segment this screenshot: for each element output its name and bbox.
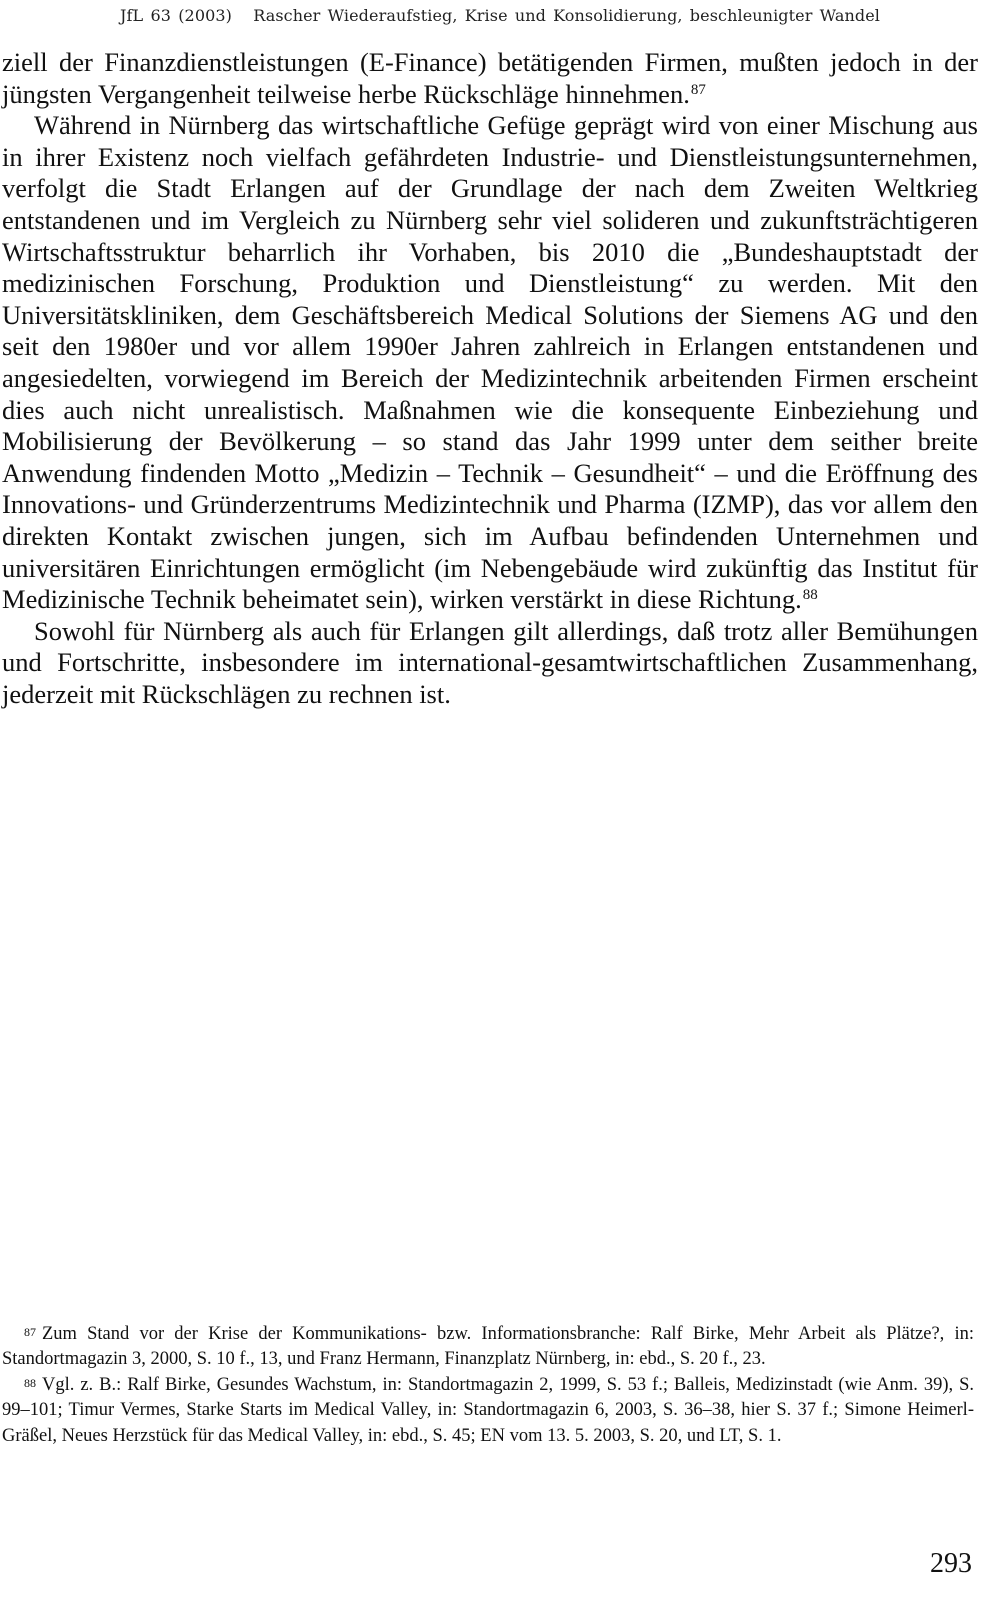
main-text [2,47,978,710]
running-header [0,6,1000,25]
footnote-87 [2,1322,974,1373]
paragraph-2-text: Während in Nürnberg das wirtschaftliche Gefüge geprägt wird von einer Mischung aus in ihrer Existenz noch vielfach gefährdeten Industrie- und Dienstleistungsunternehmen, verfolgt die Stadt Erlangen auf der Grundlage der nach dem Zweiten Weltkrieg entstandenen und im Vergleich zu Nürnberg sehr viel solideren und zukunftsträchtigeren Wirtschaftsstruktur beharrlich ihr Vorhaben, bis 2010 die „Bundeshauptstadt der medizinischen Forschung, Produktion und Dienstleistung“ zu werden. Mit den Universitätskliniken, dem Geschäftsbereich Medical Solutions der Siemens AG und den seit den 1980er und vor allem 1990er Jahren zahlreich in Erlangen entstandenen und angesiedelten, vorwiegend im Bereich der Medizintechnik arbeitenden Firmen erscheint dies auch nicht unrealistisch. Maßnahmen wie die konsequente Einbeziehung und Mobilisierung der Bevölkerung – so stand das Jahr 1999 unter dem seither breite Anwendung findenden Motto „Medizin – Technik – Gesundheit“ – und die Eröffnung des Innovations- und Gründerzentrums Medizintechnik und Pharma (IZMP), das vor allem den direkten Kontakt zwischen jungen, sich im Aufbau befindenden Unternehmen und universitären Einrichtungen ermöglicht (im Nebengebäude wird zukünftig das Institut für Medizinische Technik beheimatet sein), wirken verstärkt in diese Richtung. [2,110,978,615]
paragraph-3 [2,616,978,711]
footnote-88 [2,1373,974,1449]
footnote-ref-88: 88 [802,587,818,604]
footnotes [2,1322,974,1449]
footnote-text: Vgl. z. B.: Ralf Birke, Gesundes Wachstum, in: Standortmagazin 2, 1999, S. 53 f.; Balleis, Medizinstadt (wie Anm. 39), S. 99–101; Timur Vermes, Starke Starts im Medical Valley, in: Standortmagazin 6, 2003, S. 36–38, hier S. 37 f.; Simone Heimerl-Gräßel, Neues Herzstück für das Medical Valley, in: ebd., S. 45; EN vom 13. 5. 2003, S. 20, und LT, S. 1. [2,1374,974,1446]
footnote-number: 88 [24,1375,36,1390]
paragraph-2 [2,110,978,616]
paragraph-3-text: Sowohl für Nürnberg als auch für Erlangen gilt allerdings, daß trotz aller Bemühungen und Fortschritte, insbesondere im international-gesamtwirtschaftlichen Zusammenhang, jederzeit mit Rückschlägen zu rechnen ist. [2,615,978,709]
journal-reference: JfL 63 (2003) [120,6,232,25]
paragraph-1 [2,47,978,110]
footnote-text: Zum Stand vor der Krise der Kommunikations- bzw. Informationsbranche: Ralf Birke, Mehr Arbeit als Plätze?, in: Standortmagazin 3, 2000, S. 10 f., 13, und Franz Hermann, Finanzplatz Nürnberg, in: ebd., S. 20 f., 23. [2,1324,974,1370]
paragraph-1-text: ziell der Finanzdienstleistungen (E-Finance) betätigenden Firmen, mußten jedoch in der jüngsten Vergangenheit teilweise herbe Rückschläge hinnehmen. [2,47,978,109]
running-title: Rascher Wiederaufstieg, Krise und Konsolidierung, beschleunigter Wandel [253,6,880,25]
page-number: 293 [930,1548,972,1579]
footnote-number: 87 [24,1325,36,1339]
footnote-ref-87: 87 [690,81,706,98]
